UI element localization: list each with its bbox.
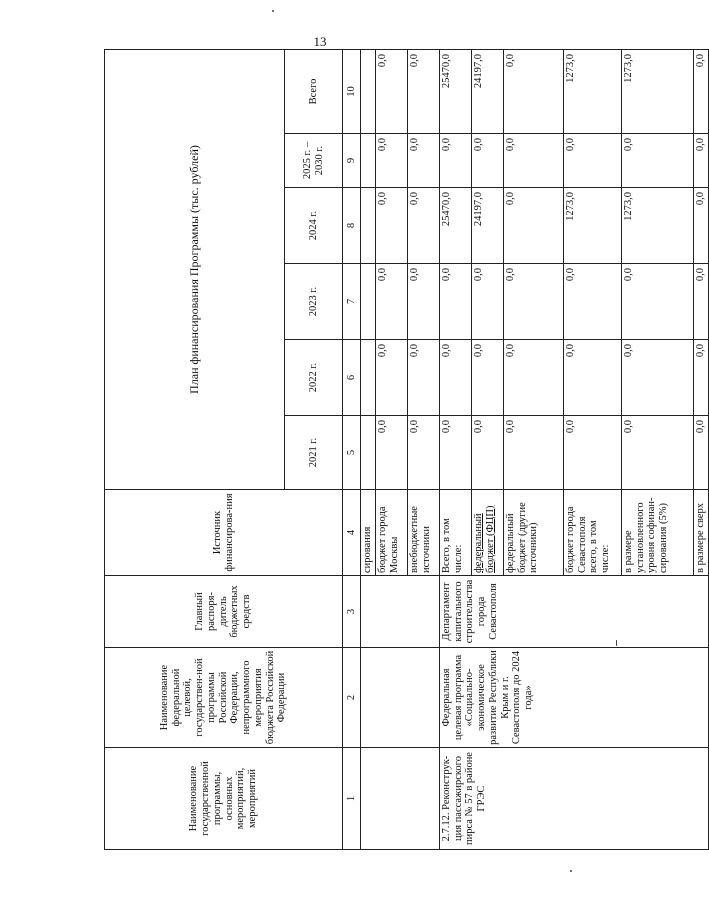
header-year-2023: 2023 г.	[285, 264, 343, 340]
scan-speck	[272, 10, 274, 12]
financing-table	[104, 49, 709, 850]
header-year-2022: 2022 г.	[285, 340, 343, 416]
value-cell: 0,0	[621, 416, 693, 490]
value-cell	[361, 340, 376, 416]
value-cell: 0,0	[471, 134, 503, 188]
scan-speck	[570, 870, 572, 872]
carry-federal-cell	[361, 648, 440, 748]
funding-source: сирования	[361, 490, 376, 576]
value-cell: 0,0	[439, 264, 471, 340]
value-cell: 0,0	[693, 416, 708, 490]
value-cell: 0,0	[693, 49, 708, 133]
value-cell: 0,0	[375, 49, 407, 133]
table-row	[361, 49, 376, 849]
funding-source: Всего, в том числе:	[439, 490, 471, 576]
value-cell: 0,0	[503, 134, 563, 188]
column-index: 9	[343, 134, 361, 188]
value-cell: 0,0	[407, 188, 439, 264]
column-index: 5	[343, 416, 361, 490]
value-cell: 24197,0	[471, 49, 503, 133]
budget-manager-name: Департамент капитального строительства города Севастополя	[439, 576, 708, 648]
value-cell: 0,0	[563, 134, 621, 188]
value-cell: 0,0	[407, 340, 439, 416]
funding-source: федеральный бюджет (другие источники)	[503, 490, 563, 576]
value-cell: 1273,0	[563, 188, 621, 264]
value-cell: 0,0	[563, 264, 621, 340]
value-cell: 0,0	[693, 188, 708, 264]
header-federal-program: Наименование федеральной целевой, государствен-ной программы Российской Федерации, непрограммного мероприятия бюджета Российской Федерации	[105, 648, 343, 748]
value-cell: 25470,0	[439, 188, 471, 264]
federal-program-name: Федеральная целевая программа «Социально-экономическое развитие Республики Крым и г. Севастополя до 2024 года»	[439, 648, 708, 748]
value-cell: 0,0	[407, 264, 439, 340]
table-row	[439, 49, 471, 849]
header-row	[105, 49, 285, 849]
funding-source: внебюджетные источники	[407, 490, 439, 576]
value-cell: 0,0	[471, 416, 503, 490]
value-cell: 0,0	[503, 416, 563, 490]
column-index: 4	[343, 490, 361, 576]
funding-source: в размере сверх	[693, 490, 708, 576]
value-cell: 0,0	[407, 134, 439, 188]
value-cell	[361, 134, 376, 188]
carry-manager-cell	[361, 576, 440, 648]
value-cell: 0,0	[407, 416, 439, 490]
column-index: 3	[343, 576, 361, 648]
value-cell: 0,0	[439, 340, 471, 416]
header-years-2025-2030: 2025 г. – 2030 г.	[285, 134, 343, 188]
header-total: Всего	[285, 49, 343, 133]
program-item-name: 2.7.12. Реконструк-ция пассажирского пирса № 57 в районе ГРЭС	[439, 748, 708, 850]
value-cell: 0,0	[439, 416, 471, 490]
value-cell: 25470,0	[439, 49, 471, 133]
header-budget-manager: Главный распоря-дитель бюджетных средств	[105, 576, 343, 648]
value-cell: 0,0	[407, 49, 439, 133]
value-cell: 0,0	[375, 264, 407, 340]
value-cell	[361, 49, 376, 133]
value-cell: 0,0	[621, 264, 693, 340]
value-cell: 24197,0	[471, 188, 503, 264]
column-index: 7	[343, 264, 361, 340]
column-index-row	[343, 49, 361, 849]
column-index: 6	[343, 340, 361, 416]
funding-source: федеральный бюджет (ФЦП)	[471, 490, 503, 576]
value-cell: 0,0	[503, 340, 563, 416]
value-cell: 1273,0	[563, 49, 621, 133]
funding-source: бюджет города Москвы	[375, 490, 407, 576]
column-index: 1	[343, 748, 361, 850]
value-cell: 0,0	[693, 134, 708, 188]
value-cell: 0,0	[563, 340, 621, 416]
header-financing-plan: План финансирования Программы (тыс. рублей)	[105, 49, 285, 489]
value-cell: 0,0	[503, 188, 563, 264]
value-cell: 0,0	[693, 264, 708, 340]
funding-source: в размере установленного уровня софинан-сирования (5%)	[621, 490, 693, 576]
value-cell: 0,0	[503, 264, 563, 340]
value-cell: 0,0	[471, 264, 503, 340]
value-cell	[361, 264, 376, 340]
value-cell: 0,0	[693, 340, 708, 416]
header-year-2024: 2024 г.	[285, 188, 343, 264]
value-cell: 0,0	[375, 416, 407, 490]
value-cell: 0,0	[621, 134, 693, 188]
value-cell: 0,0	[621, 340, 693, 416]
value-cell: 0,0	[471, 340, 503, 416]
value-cell: 1273,0	[621, 49, 693, 133]
funding-source: бюджет города Севастополя всего, в том числе:	[563, 490, 621, 576]
value-cell: 0,0	[375, 340, 407, 416]
page-number: 13	[313, 34, 327, 49]
value-cell	[361, 416, 376, 490]
value-cell: 0,0	[375, 134, 407, 188]
rotated-table-container	[104, 50, 706, 850]
header-program: Наименование государственной программы, основных мероприятий, мероприятий	[105, 748, 343, 850]
value-cell	[361, 188, 376, 264]
value-cell: 1273,0	[621, 188, 693, 264]
column-index: 2	[343, 648, 361, 748]
header-funding-source: Источник финансирова-ния	[105, 490, 343, 576]
header-year-2021: 2021 г.	[285, 416, 343, 490]
carry-program-cell	[361, 748, 440, 850]
value-cell: 0,0	[503, 49, 563, 133]
column-index: 10	[343, 49, 361, 133]
value-cell: 0,0	[439, 134, 471, 188]
column-index: 8	[343, 188, 361, 264]
value-cell: 0,0	[375, 188, 407, 264]
value-cell: 0,0	[563, 416, 621, 490]
